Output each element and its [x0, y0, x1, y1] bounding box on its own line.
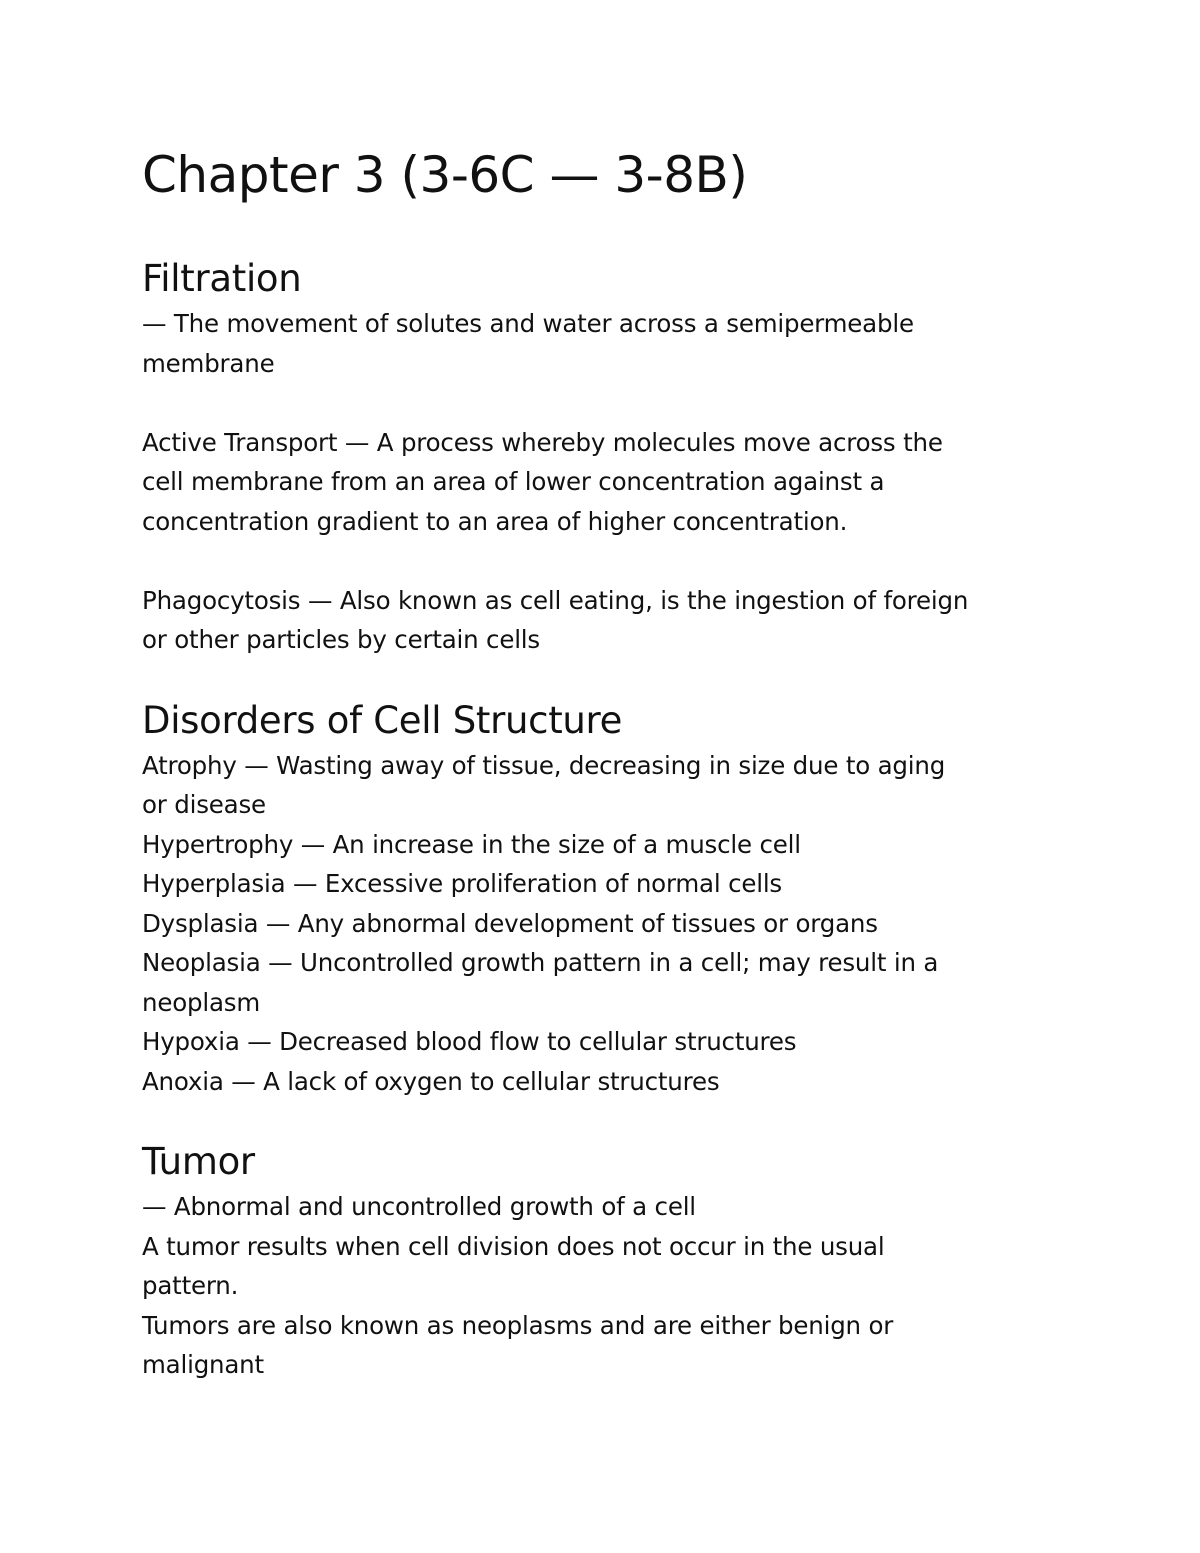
spacer	[142, 1101, 1072, 1137]
disorder-line: Hypoxia — Decreased blood flow to cellular structures	[142, 1027, 797, 1056]
spacer	[142, 383, 1072, 423]
disorder-line: Atrophy — Wasting away of tissue, decreasing in size due to aging	[142, 750, 946, 780]
tumor-line: malignant	[142, 1350, 264, 1379]
heading-tumor: Tumor	[142, 1140, 255, 1183]
active-transport-line: Active Transport — A process whereby molecules move across the	[142, 427, 943, 457]
filtration-line: membrane	[142, 348, 275, 378]
tumor-line: A tumor results when cell division does not occur in the usual	[142, 1231, 885, 1261]
tumor-line: Tumors are also known as neoplasms and are either benign or	[142, 1310, 894, 1340]
spacer	[142, 660, 1072, 696]
filtration-line: — The movement of solutes and water across a semipermeable	[142, 309, 914, 338]
phagocytosis-line: or other particles by certain cells	[142, 625, 540, 654]
document-page	[142, 140, 1072, 1385]
disorder-line: Neoplasia — Uncontrolled growth pattern in a cell; may result in a	[142, 948, 939, 977]
disorder-line: Hypertrophy — An increase in the size of a muscle cell	[142, 829, 801, 859]
disorder-line: Hyperplasia — Excessive proliferation of normal cells	[142, 869, 782, 898]
phagocytosis-line: Phagocytosis — Also known as cell eating, is the ingestion of foreign	[142, 585, 969, 615]
page-title: Chapter 3 (3-6C — 3-8B)	[142, 146, 748, 204]
tumor-line: pattern.	[142, 1271, 239, 1300]
active-transport-line: cell membrane from an area of lower concentration against a	[142, 467, 885, 496]
disorder-line: Anoxia — A lack of oxygen to cellular structures	[142, 1066, 720, 1096]
heading-filtration: Filtration	[142, 257, 302, 300]
disorder-line: Dysplasia — Any abnormal development of tissues or organs	[142, 908, 878, 938]
spacer	[142, 541, 1072, 581]
active-transport-line: concentration gradient to an area of higher concentration.	[142, 506, 848, 536]
heading-disorders: Disorders of Cell Structure	[142, 698, 623, 742]
tumor-line: — Abnormal and uncontrolled growth of a cell	[142, 1192, 696, 1221]
disorder-line: neoplasm	[142, 987, 260, 1017]
disorder-line: or disease	[142, 790, 266, 819]
